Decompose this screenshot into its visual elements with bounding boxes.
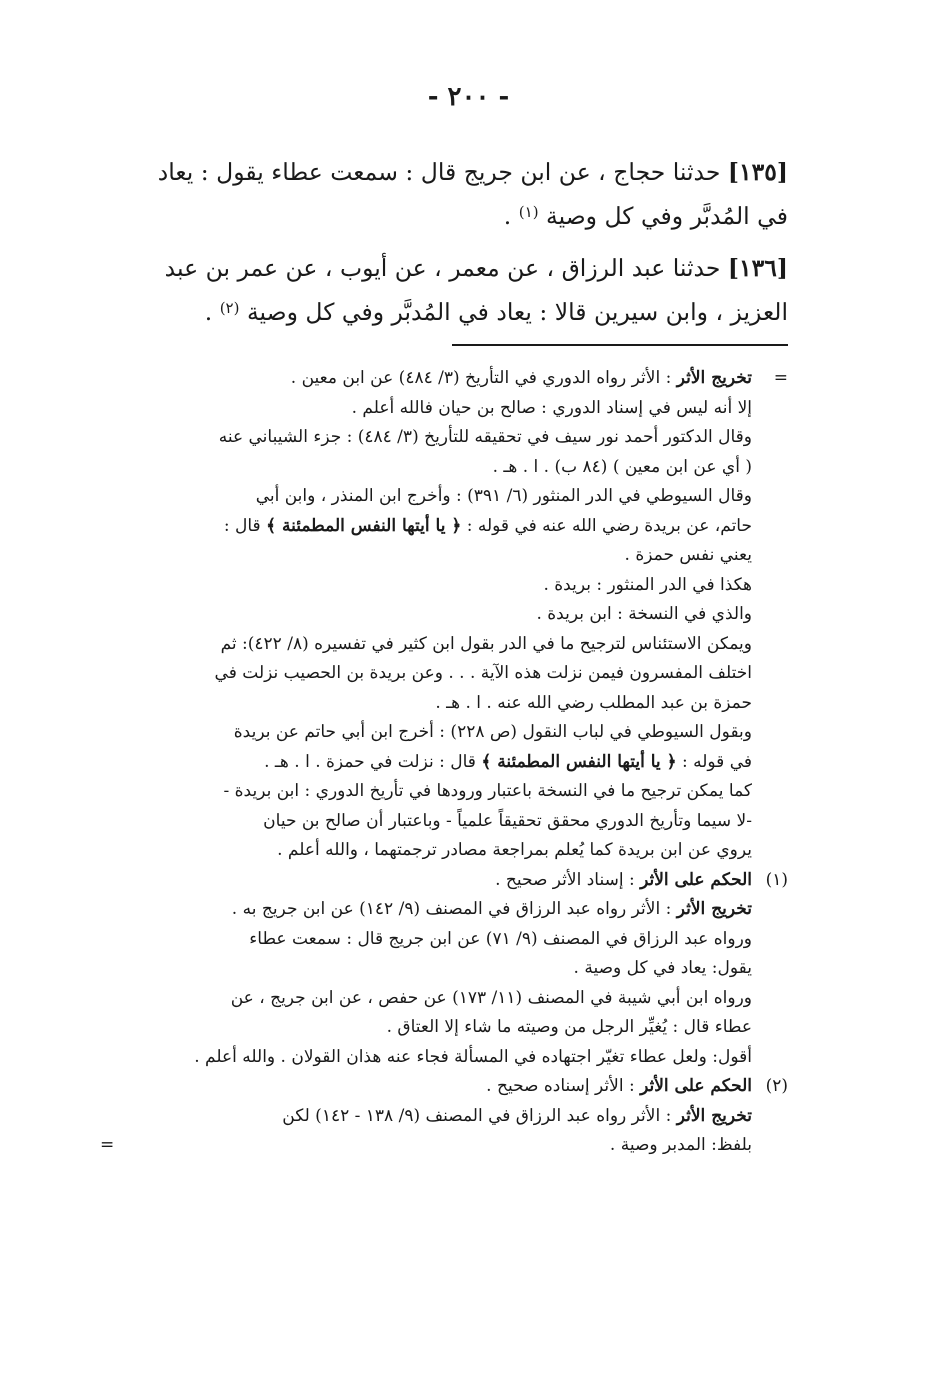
footnote-line: ويمكن الاستئناس لترجيح ما في الدر بقول ابن كثير في تفسيره (٨/ ٤٢٢): ثم: [220, 633, 752, 654]
footnote-line: -لا سيما وتأريخ الدوري محقق تحقيقاً علمياً - وباعتبار أن صالح بن حيان: [263, 810, 752, 831]
quran-quote: ﴿ يا أيتها النفس المطمئنة ﴾: [266, 515, 462, 536]
footnote-text: قال : نزلت في حمزة . ا . هـ .: [264, 751, 476, 772]
footnote-text: : الأثر رواه عبد الرزاق في المصنف (٩/ ١٤٢) عن ابن جريج به .: [231, 899, 672, 919]
footnote-text: : الأثر إسناده صحيح .: [486, 1076, 635, 1096]
footnote-number: (٢): [765, 1076, 788, 1096]
narration-text: حدثنا حجاج ، عن ابن جريج قال : سمعت عطاء يقول : يعاد: [157, 158, 721, 186]
footnote-line: وقال الدكتور أحمد نور سيف في تحقيقه للتأريخ (٣/ ٤٨٤) : جزء الشيباني عنه: [218, 427, 752, 447]
footnote-text: : إسناد الأثر صحيح .: [495, 869, 635, 890]
footnote-line: وقال السيوطي في الدر المنثور (٦/ ٣٩١) : وأخرج ابن المنذر ، وابن أبي: [255, 486, 752, 506]
narration-number: [١٣٦]: [727, 254, 788, 282]
footnote-line: يعني نفس حمزة .: [624, 545, 752, 565]
footnote-line: [100, 364, 788, 394]
footnote-line: يقول: يعاد في كل وصية .: [573, 958, 752, 978]
footnote-text: في قوله :: [681, 751, 752, 772]
footnote-line: والذي في النسخة : ابن بريدة .: [536, 604, 752, 624]
footnote-line: عطاء قال : يُغيِّر الرجل من وصيته ما شاء إلا العتاق .: [386, 1017, 752, 1037]
footnote-1: [100, 866, 788, 896]
footnote-separator: [452, 344, 788, 346]
footnote-line: هكذا في الدر المنثور : بريدة .: [543, 574, 752, 595]
narration-end: .: [204, 298, 213, 326]
heading-takhrij: تخريج الأثر: [676, 368, 752, 388]
footnote-line: اختلف المفسرون فيمن نزلت هذه الآية . . . وعن بريدة بن الحصيب نزلت في: [214, 663, 752, 683]
continuation-mark: =: [773, 368, 788, 388]
footnote-line: [100, 748, 788, 778]
footnote-line: [100, 512, 788, 542]
heading-takhrij: تخريج الأثر: [676, 1105, 752, 1126]
footnotes: [100, 364, 788, 1161]
page-number: - ٢٠٠ -: [427, 82, 510, 112]
footnote-text: قال :: [223, 515, 261, 536]
narration-135: [100, 150, 788, 238]
footnote-line: ( أي عن ابن معين ) (٨٤ ب) . ا . هـ .: [492, 456, 752, 477]
footnote-line: ورواه ابن أبي شيبة في المصنف (١١/ ١٧٣) عن حفص ، عن ابن جريج ، عن: [230, 987, 752, 1008]
narration-text: في المُدبَّر وفي كل وصية: [546, 202, 788, 230]
footnote-line: [100, 1102, 788, 1132]
footnote-line: ورواه عبد الرزاق في المصنف (٩/ ٧١) عن ابن جريج قال : سمعت عطاء: [249, 928, 752, 949]
footnote-number: (١): [765, 869, 788, 890]
footnote-text: : الأثر رواه عبد الرزاق في المصنف (٩/ ١٣٨ - ١٤٢) لكن: [282, 1105, 672, 1126]
footnote-text: : الأثر رواه الدوري في التأريخ (٣/ ٤٨٤) عن ابن معين .: [290, 368, 672, 388]
heading-takhrij: تخريج الأثر: [676, 899, 752, 919]
footnote-line: كما يمكن ترجيح ما في النسخة باعتبار ورودها في تأريخ الدوري : ابن بريدة -: [223, 781, 752, 801]
footnote-line: [100, 1131, 788, 1161]
narration-text: العزيز ، وابن سيرين قالا : يعاد في المُدبَّر وفي كل وصية: [246, 298, 788, 326]
continuation-mark: =: [100, 1135, 115, 1155]
heading-hukm: الحكم على الأثر: [640, 869, 752, 890]
footnote-line: إلا أنه ليس في إسناد الدوري : صالح بن حيان فالله أعلم .: [351, 397, 752, 418]
quran-quote: ﴿ يا أيتها النفس المطمئنة ﴾: [481, 751, 677, 772]
footnote-line: حمزة بن عبد المطلب رضي الله عنه . ا . هـ .: [435, 692, 752, 713]
footnote-line: يروي عن ابن بريدة كما يُعلم بمراجعة مصادر ترجمتهما ، والله أعلم .: [277, 840, 752, 860]
footnote-line: وبقول السيوطي في لباب النقول (ص ٢٢٨) : أخرج ابن أبي حاتم عن بريدة: [233, 722, 752, 742]
footnote-text: حاتم، عن بريدة رضي الله عنه في قوله :: [466, 515, 752, 536]
footnote-marker[interactable]: (٢): [219, 299, 240, 317]
main-text: [100, 150, 788, 342]
narration-136: [100, 246, 788, 334]
footnote-marker[interactable]: (١): [518, 203, 539, 221]
narration-end: .: [503, 202, 512, 230]
narration-number: [١٣٥]: [727, 158, 788, 186]
footnote-line: [100, 895, 788, 925]
footnote-line: أقول: ولعل عطاء تغيّر اجتهاده في المسألة فجاء عنه هذان القولان . والله أعلم .: [194, 1046, 752, 1067]
narration-text: حدثنا عبد الرزاق ، عن معمر ، عن أيوب ، عن عمر بن عبد: [164, 254, 721, 282]
heading-hukm: الحكم على الأثر: [640, 1076, 752, 1096]
footnote-2: [100, 1072, 788, 1102]
footnote-text: بلفظ: المدبر وصية .: [609, 1135, 752, 1155]
